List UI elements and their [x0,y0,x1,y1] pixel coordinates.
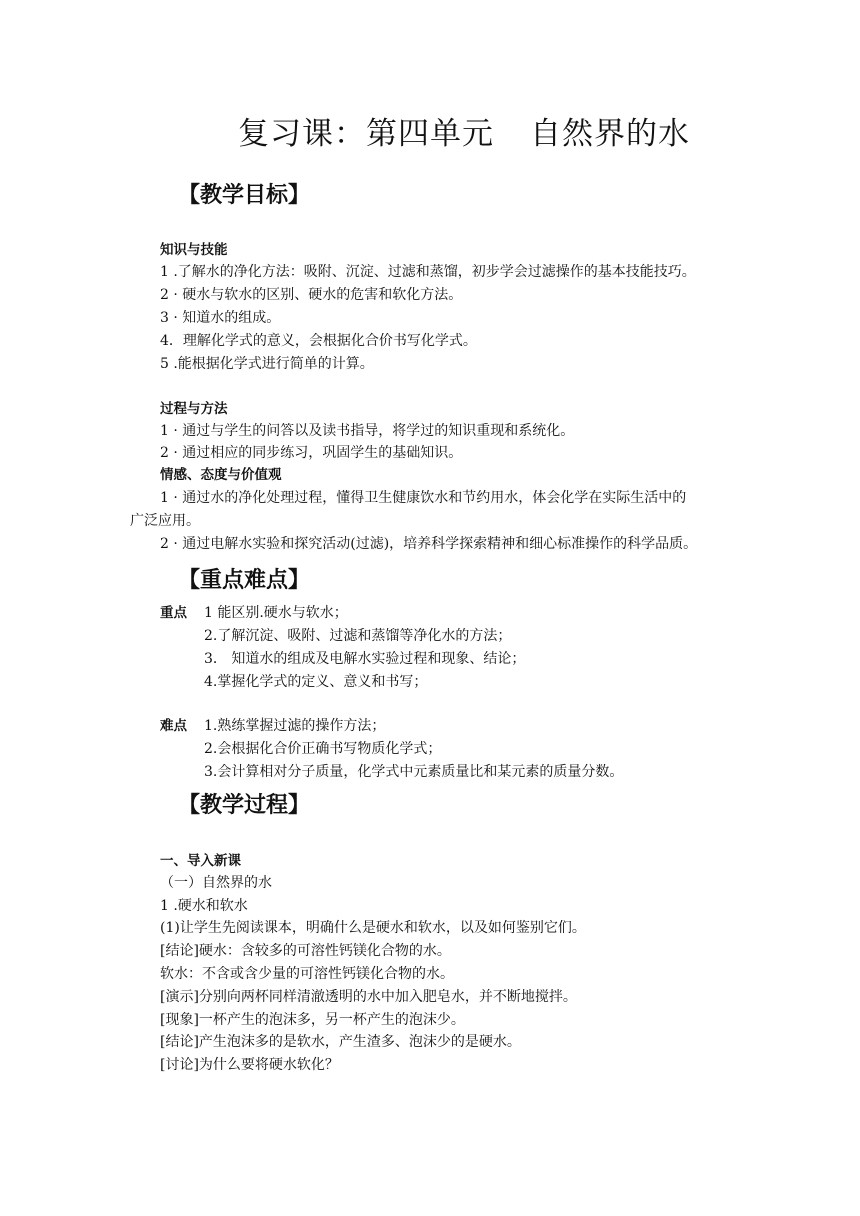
document-title [238,108,690,153]
key-item: 2.了解沉淀、吸附、过滤和蒸馏等净化水的方法； [204,628,512,644]
process-line: [结论]硬水：含较多的可溶性钙镁化合物的水。 [160,943,451,959]
difficult-label: 难点 [160,718,187,734]
knowledge-item: 2 · 硬水与软水的区别、硬水的危害和软化方法。 [160,287,463,303]
difficult-item: 1.熟练掌握过滤的操作方法； [204,718,386,734]
difficult-item: 3.会计算相对分子质量，化学式中元素质量比和某元素的质量分数。 [204,764,624,780]
section-heading-key-points: 【重点难点】 [178,568,311,593]
attitude-heading: 情感、态度与价值观 [160,467,282,483]
attitude-item-2: 2 · 通过电解水实验和探究活动(过滤)，培养科学探索精神和细心标准操作的科学品质。 [160,536,698,552]
attitude-item-1: 1 · 通过水的净化处理过程，懂得卫生健康饮水和节约用水，体会化学在实际生活中的 [160,490,687,506]
process-line: [结论]产生泡沫多的是软水，产生渣多、泡沫少的是硬水。 [160,1034,521,1050]
process-method-item: 2 · 通过相应的同步练习，巩固学生的基础知识。 [160,445,463,461]
difficult-point-row [160,716,385,736]
process-method-item: 1 · 通过与学生的问答以及读书指导，将学过的知识重现和系统化。 [160,423,575,439]
intro-heading: 一、导入新课 [160,853,241,869]
title-part-2: 自然界的水 [530,116,690,152]
key-item: 4.掌握化学式的定义、意义和书写； [204,674,428,690]
section-heading-objectives: 【教学目标】 [178,183,311,208]
process-line: (1)让学生先阅读课本，明确什么是硬水和软水，以及如何鉴别它们。 [160,920,586,936]
process-method-heading: 过程与方法 [160,401,228,417]
process-line: （一）自然界的水 [160,875,272,891]
knowledge-item: 1 .了解水的净化方法：吸附、沉淀、过滤和蒸馏，初步学会过滤操作的基本技能技巧。 [160,264,696,280]
key-item: 1 能区别.硬水与软水； [204,605,348,621]
title-part-1: 复习课：第四单元 [238,116,494,152]
knowledge-item: 5 .能根据化学式进行简单的计算。 [160,356,374,372]
process-line: [讨论]为什么要将硬水软化？ [160,1057,339,1073]
section-heading-process: 【教学过程】 [178,793,311,818]
key-label: 重点 [160,605,187,621]
knowledge-item: 4．理解化学式的意义，会根据化合价书写化学式。 [160,333,477,349]
knowledge-item: 3 · 知道水的组成。 [160,310,281,326]
attitude-item-1-continued: 广泛应用。 [130,513,200,529]
key-item: 3． 知道水的组成及电解水实验过程和现象、结论； [204,651,526,667]
process-line: 1 .硬水和软水 [160,898,248,914]
key-point-row [160,603,348,623]
process-line: [演示]分别向两杯同样清澈透明的水中加入肥皂水，并不断地搅拌。 [160,989,577,1005]
difficult-item: 2.会根据化合价正确书写物质化学式； [204,741,442,757]
knowledge-heading: 知识与技能 [160,242,228,258]
process-line: 软水：不含或含少量的可溶性钙镁化合物的水。 [160,966,454,982]
process-line: [现象]一杯产生的泡沫多，另一杯产生的泡沫少。 [160,1012,465,1028]
